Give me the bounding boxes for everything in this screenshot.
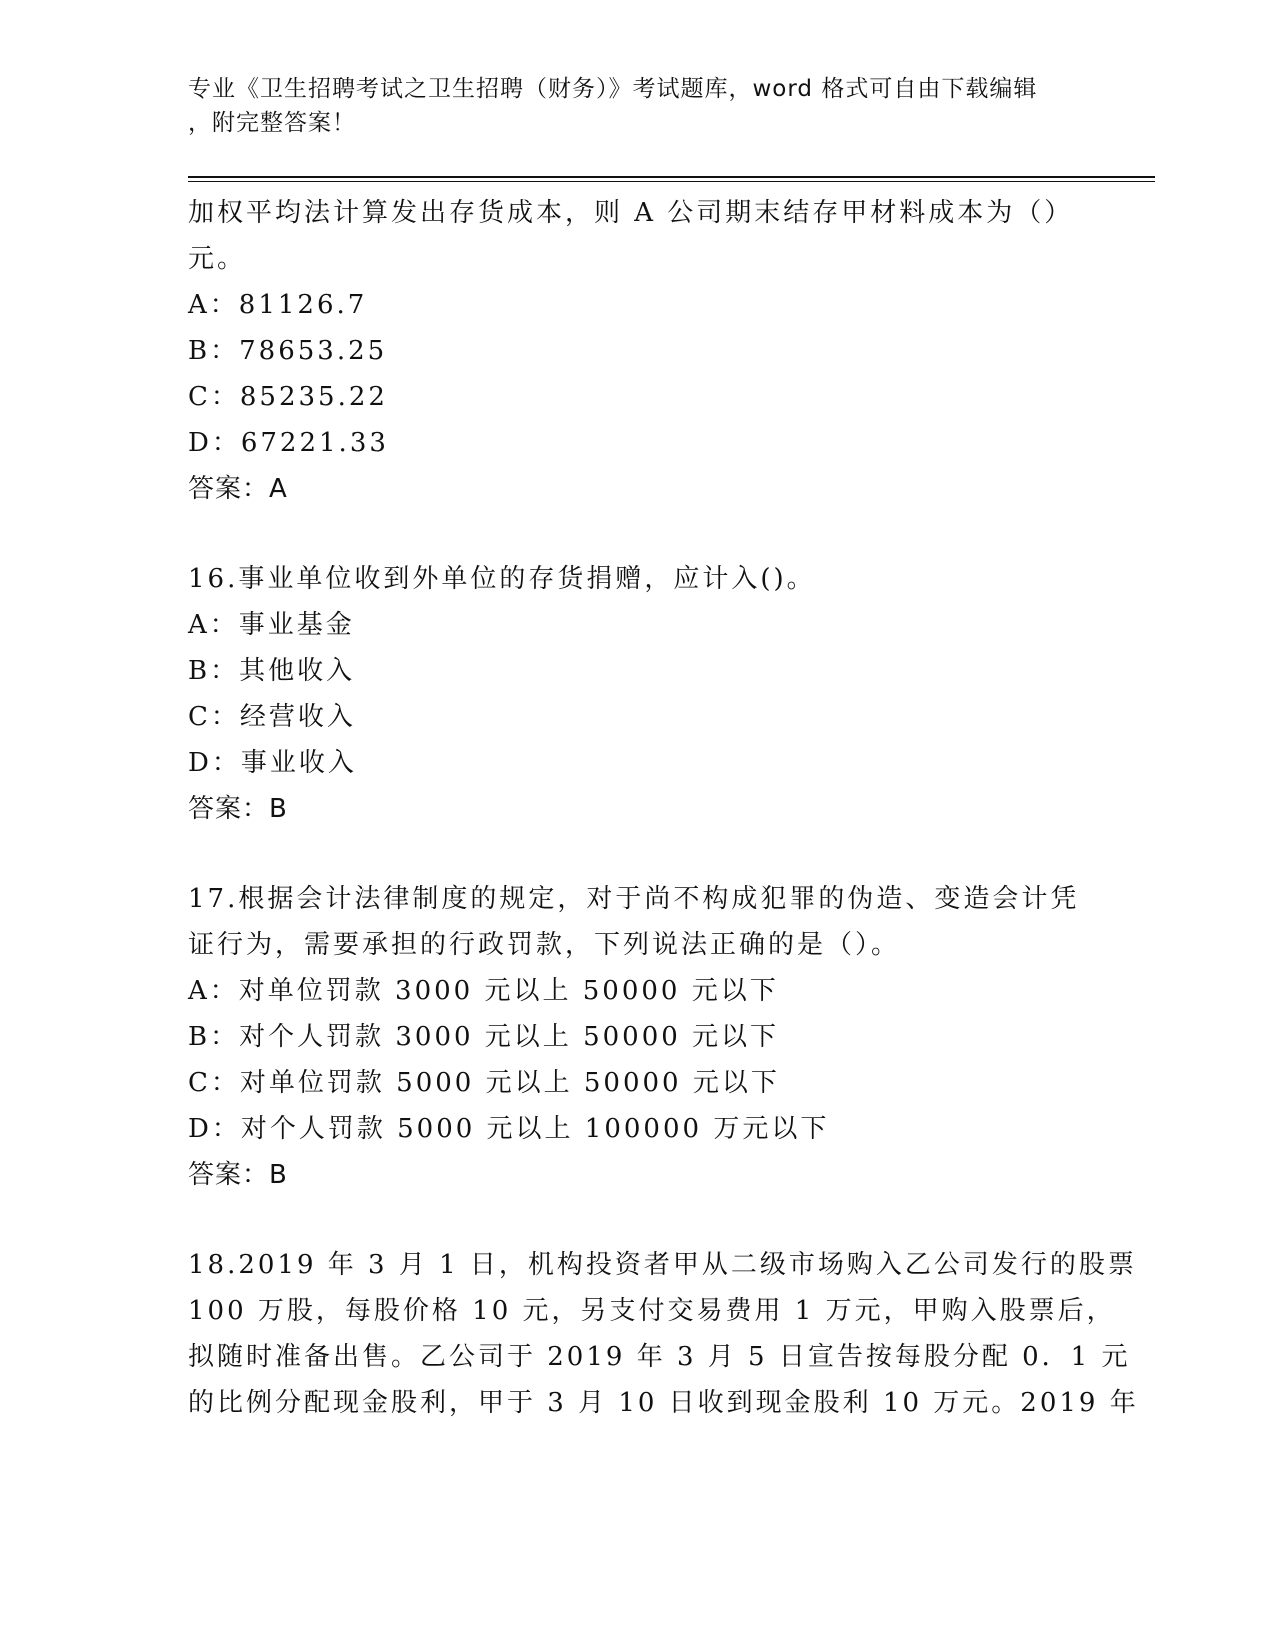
- question-stem-line: 加权平均法计算发出存货成本，则 A 公司期末结存甲材料成本为（）: [188, 198, 1074, 228]
- option-a: A：事业基金: [188, 610, 355, 640]
- header-divider-thin: [188, 181, 1155, 182]
- spacer: [188, 832, 1088, 876]
- question-stem-line: 的比例分配现金股利，甲于 3 月 10 日收到现金股利 10 万元。2019 年: [188, 1388, 1139, 1418]
- option-b: B：对个人罚款 3000 元以上 50000 元以下: [188, 1022, 780, 1052]
- question-stem-line: 拟随时准备出售。乙公司于 2019 年 3 月 5 日宣告按每股分配 0．1 元: [188, 1342, 1131, 1372]
- question-stem-line: 100 万股，每股价格 10 元，另支付交易费用 1 万元，甲购入股票后，: [188, 1296, 1116, 1326]
- answer-label: 答案：A: [188, 474, 288, 504]
- question-stem-line: 16.事业单位收到外单位的存货捐赠，应计入()。: [188, 564, 816, 594]
- question-15: [188, 190, 1088, 512]
- option-b: B：其他收入: [188, 656, 356, 686]
- question-16: [188, 556, 1088, 832]
- question-list: [188, 190, 1139, 1426]
- header-title-line-1: 专业《卫生招聘考试之卫生招聘（财务）》考试题库，word 格式可自由下载编辑: [188, 76, 1038, 102]
- question-17: [188, 876, 1088, 1198]
- option-d: D：对个人罚款 5000 元以上 100000 万元以下: [188, 1114, 830, 1144]
- option-a: A：81126.7: [188, 290, 368, 320]
- option-d: D：事业收入: [188, 748, 357, 778]
- spacer: [188, 512, 1088, 556]
- option-c: C：85235.22: [188, 382, 388, 412]
- option-a: A：对单位罚款 3000 元以上 50000 元以下: [188, 976, 779, 1006]
- option-b: B：78653.25: [188, 336, 388, 366]
- option-d: D：67221.33: [188, 428, 389, 458]
- question-stem-line: 17.根据会计法律制度的规定，对于尚不构成犯罪的伪造、变造会计凭: [188, 884, 1080, 914]
- header-title-line-2: ，附完整答案！: [188, 110, 356, 136]
- option-c: C：经营收入: [188, 702, 356, 732]
- document-header: [188, 72, 1068, 140]
- header-divider-thick: [188, 176, 1155, 178]
- spacer: [188, 1198, 1088, 1242]
- question-stem-line: 18.2019 年 3 月 1 日，机构投资者甲从二级市场购入乙公司发行的股票: [188, 1250, 1137, 1280]
- question-18: [188, 1242, 1139, 1426]
- question-stem-line: 证行为，需要承担的行政罚款，下列说法正确的是（）。: [188, 930, 901, 960]
- answer-label: 答案：B: [188, 1160, 288, 1190]
- option-c: C：对单位罚款 5000 元以上 50000 元以下: [188, 1068, 780, 1098]
- answer-label: 答案：B: [188, 794, 288, 824]
- question-stem-line: 元。: [188, 244, 247, 274]
